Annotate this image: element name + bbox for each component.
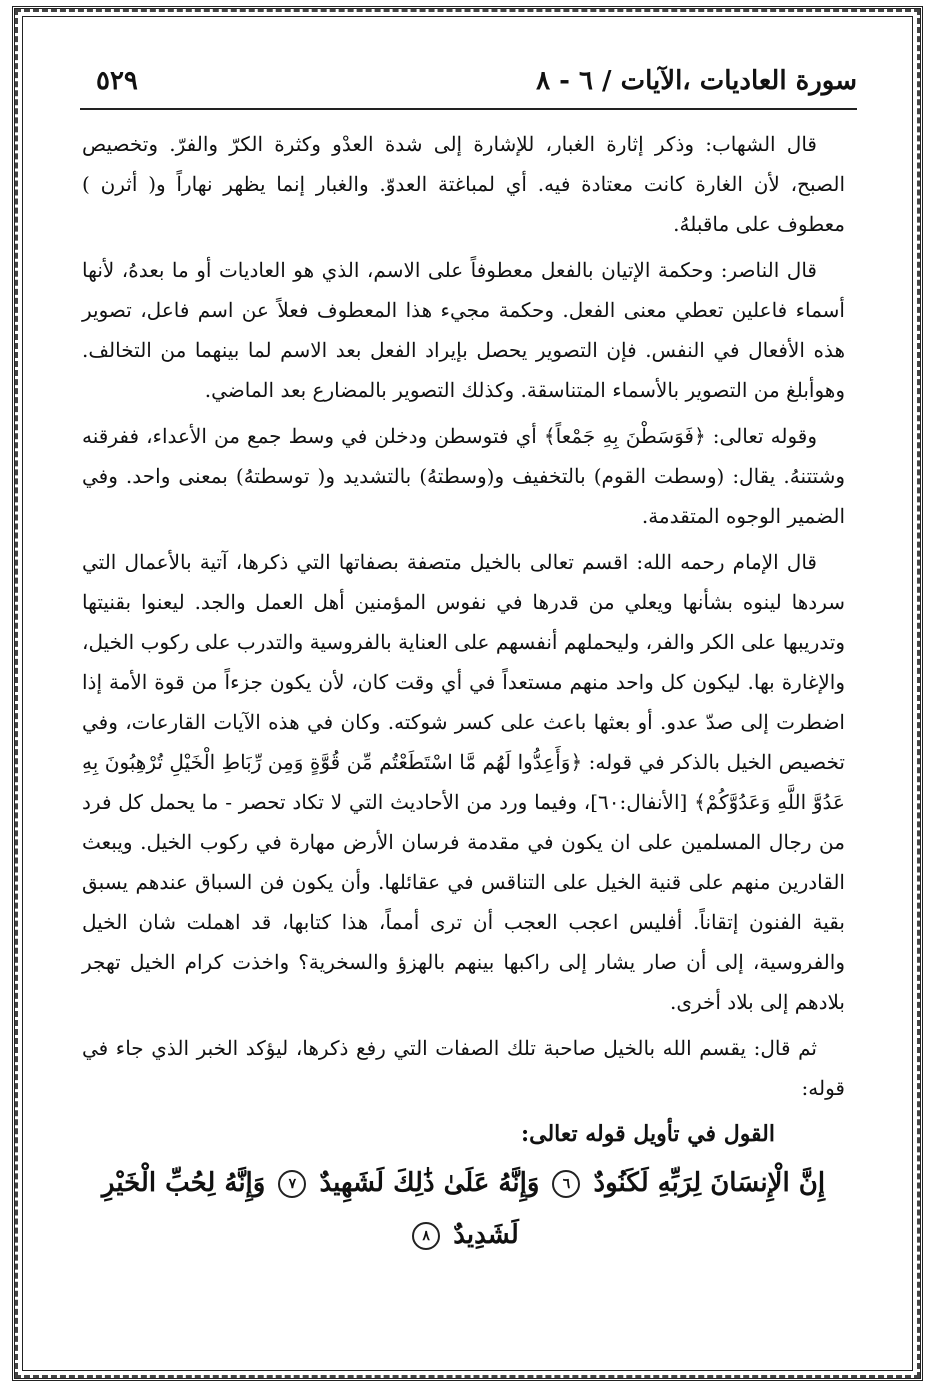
- quran-verse-continuation: [82, 1212, 845, 1258]
- paragraph-thumma-qala: ثم قال: يقسم الله بالخيل صاحبة تلك الصفات التي رفع ذكرها، ليؤكد الخبر الذي جاء في قوله:: [82, 1036, 845, 1100]
- section-heading: القول في تأويل قوله تعالى:: [521, 1121, 775, 1147]
- verse-number-marker: ٧: [278, 1170, 306, 1198]
- verse-text-3: وَإِنَّهُ لِحُبِّ الْخَيْرِ: [101, 1168, 266, 1198]
- verse-text-4: لَشَدِيدٌ: [453, 1220, 519, 1250]
- quran-verse: [82, 1160, 845, 1206]
- main-text: [82, 124, 845, 1264]
- running-header: [80, 58, 857, 106]
- verse-number-marker: ٨: [412, 1222, 440, 1250]
- header-divider: [80, 108, 857, 110]
- paragraph-wasatna: وقوله تعالى: ﴿فَوَسَطْنَ بِهِ جَمْعاً﴾ أي فتوسطن ودخلن في وسط جمع من الأعداء، ففرقنه وشتتنهُ. يقال: (وسطت القوم) بالتخفيف و(وسطتهُ) بالتشديد و( توسطتهُ) بمعنى واحد. وفي الضمير الوجوه المتقدمة.: [82, 424, 845, 528]
- verse-number-marker: ٦: [552, 1170, 580, 1198]
- paragraph-imam: قال الإمام رحمه الله: اقسم تعالى بالخيل متصفة بصفاتها التي ذكرها، آتية بالأعمال التي سردها لينوه بشأنها ويعلي من قدرها في نفوس المؤمنين أهل العمل والجد. ليعنوا بقنيتها وتدريبها على الكر والفر، وليحملهم أنفسهم على العناية بالفروسية والتدرب على ركوب الخيل، والإغارة بها. ليكون كل واحد منهم مستعداً في أي وقت كان، لأن يكون جزءاً من قوة الأمة إذا اضطرت إلى صدّ عدو. أو بعثها باعث على كسر شوكته. وكان في هذه الآيات القارعات، وفي تخصيص الخيل بالذكر في قوله: ﴿وَأَعِدُّوا لَهُم مَّا اسْتَطَعْتُم مِّن قُوَّةٍ وَمِن رِّبَاطِ الْخَيْلِ تُرْهِبُونَ بِهِ عَدُوَّ اللَّهِ وَعَدُوَّكُمْ﴾ [الأنفال:٦٠]، وفيما ورد من الأحاديث التي لا تكاد تحصر - ما يحمل كل فرد من رجال المسلمين على ان يكون في مقدمة فرسان الأرض مهارة في ركوب الخيل. ويبعث القادرين منهم على قنية الخيل على التناقس في عقائلها. وأن يكون فن السباق عندهم يسبق بقية الفنون إتقاناً. أفليس اعجب العجب أن ترى أمماً، هذا كتابها، قد اهملت شان الخيل والفروسية، إلى أن صار يشار إلى راكبها بينهم بالهزؤ والسخرية؟ واخذت كرام الخيل تهجر بلادهم إلى بلاد أخرى.: [82, 550, 845, 1014]
- paragraph-shihab: قال الشهاب: وذكر إثارة الغبار، للإشارة إلى شدة العدْو وكثرة الكرّ والفرّ. وتخصيص الصبح، لأن الغارة كانت معتادة فيه. أي لمباغتة العدوّ. والغبار إنما يظهر نهاراً و( أثرن ) معطوف على ماقبلهُ.: [82, 132, 845, 236]
- page-number: ٥٢٩: [96, 66, 138, 96]
- verse-text-2: وَإِنَّهُ عَلَىٰ ذَٰلِكَ لَشَهِيدٌ: [319, 1168, 540, 1198]
- paragraph-nasir: قال الناصر: وحكمة الإتيان بالفعل معطوفاً على الاسم، الذي هو العاديات أو ما بعدهُ، لأنها أسماء فاعلين تعطي معنى الفعل. وحكمة مجيء هذا المعطوف فعلاً عن اسم فاعل، تصوير هذه الأفعال في النفس. فإن التصوير يحصل بإيراد الفعل بعد الاسم لما بينهما من التخالف. وهوأبلغ من التصوير بالأسماء المتناسقة. وكذلك التصوير بالمضارع بعد الماضي.: [82, 258, 845, 402]
- chapter-title: سورة العاديات ،الآيات / ٦ - ٨: [536, 66, 857, 96]
- verse-text-1: إِنَّ الْإِنسَانَ لِرَبِّهِ لَكَنُودٌ: [593, 1168, 826, 1198]
